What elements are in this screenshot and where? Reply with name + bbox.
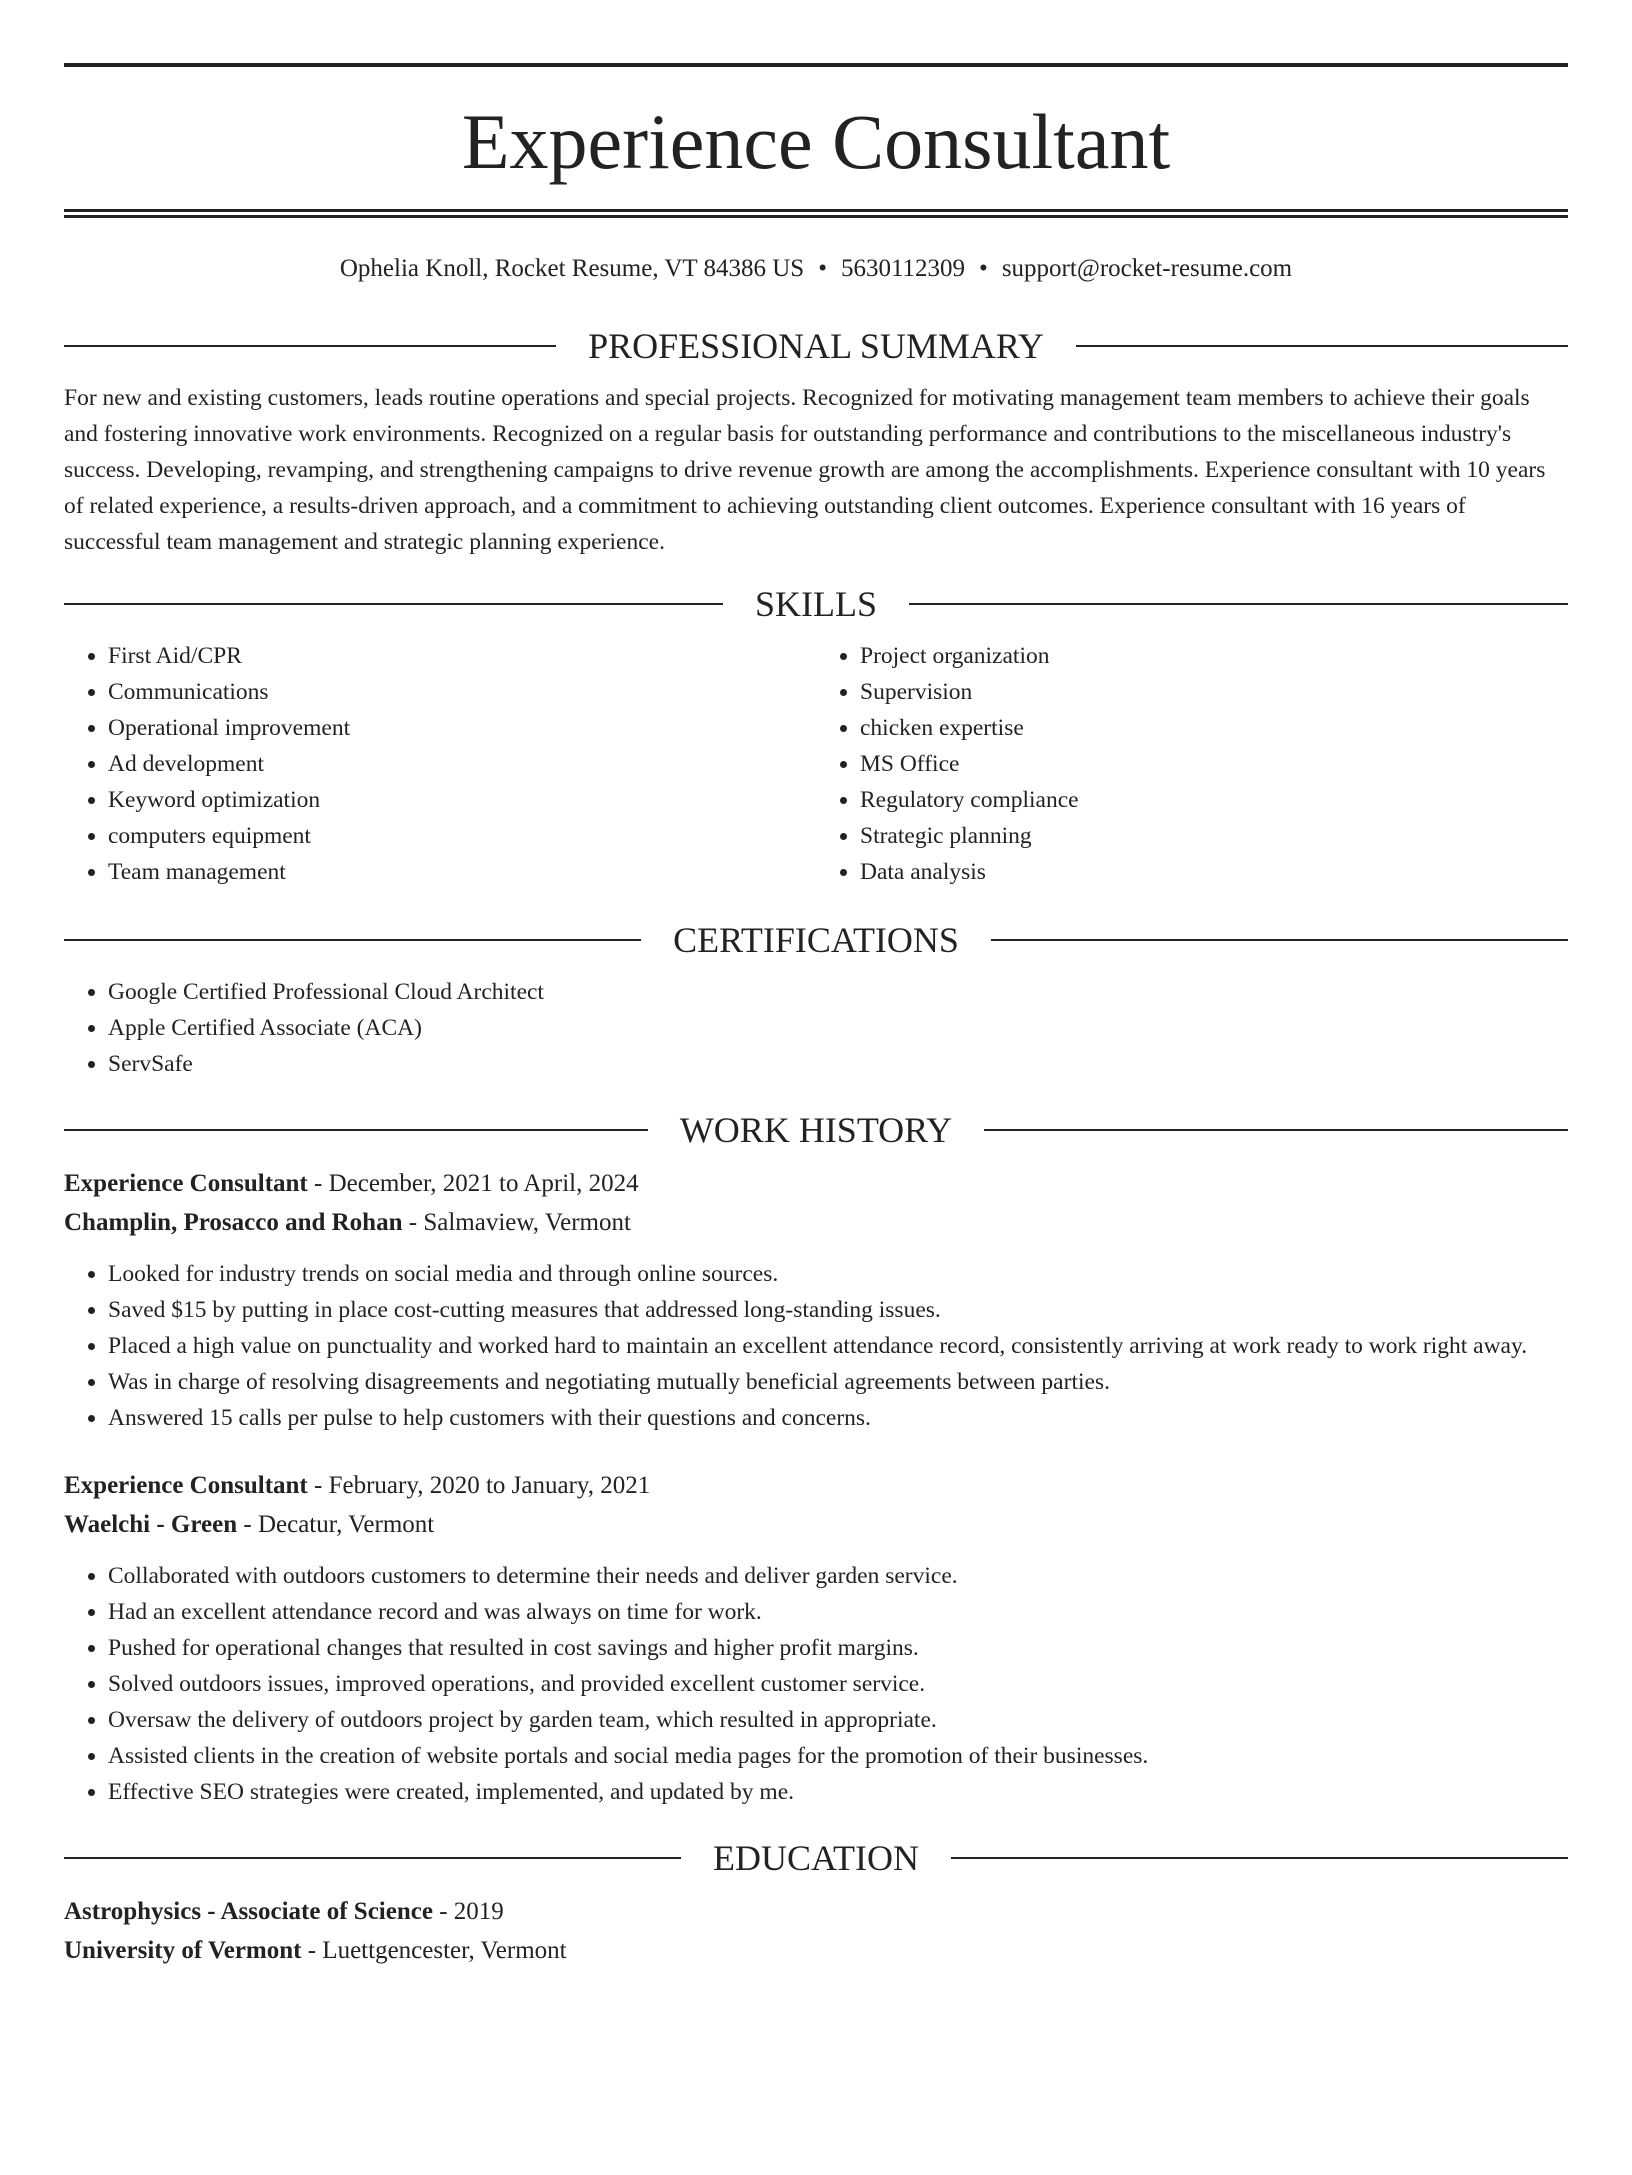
job-company: Champlin, Prosacco and Rohan	[64, 1208, 403, 1236]
job-bullet: • Effective SEO strategies were created, implemented, and updated by me.	[108, 1774, 1568, 1810]
job-bullet: • Saved $15 by putting in place cost-cutting measures that addressed long-standing issues.	[108, 1292, 1568, 1328]
summary-text: For new and existing customers, leads routine operations and special projects. Recognized for motivating management team members to achieve their goals and fostering innovative work environments. Recognized on a regular basis for outstanding performance and contributions to the miscellaneous industry's success. Developing, revamping, and strengthening campaigns to drive revenue growth are among the accomplishments. Experience consultant with 10 years of related experience, a results-driven approach, and a commitment to achieving outstanding client outcomes. Experience consultant with 16 years of successful team management and strategic planning experience.	[64, 385, 1546, 555]
skill-item: • Data analysis	[860, 854, 1568, 890]
certification-item: • Apple Certified Associate (ACA)	[108, 1010, 1568, 1046]
contact-separator: •	[818, 255, 827, 282]
heading-rule	[984, 1129, 1568, 1131]
resume-page	[0, 63, 1632, 2175]
job-bullet: • Assisted clients in the creation of website portals and social media pages for the promotion of their businesses.	[108, 1738, 1568, 1774]
job-bullets	[64, 1256, 1568, 1436]
job-company-line	[64, 1203, 1568, 1242]
job-bullet: • Looked for industry trends on social media and through online sources.	[108, 1256, 1568, 1292]
heading-rule	[64, 1129, 648, 1131]
work-history-list	[64, 1164, 1568, 1810]
skills-heading: SKILLS	[755, 583, 878, 624]
job-location: - Salmaview, Vermont	[402, 1208, 631, 1236]
contact-address: Ophelia Knoll, Rocket Resume, VT 84386 US	[339, 255, 805, 282]
heading-rule	[991, 939, 1568, 941]
certifications-items	[64, 974, 1568, 1082]
job-bullet: • Had an excellent attendance record and was always on time for work.	[108, 1594, 1568, 1630]
job-role: Experience Consultant	[64, 1471, 308, 1499]
heading-rule	[64, 603, 723, 605]
skill-item: • Keyword optimization	[108, 782, 816, 818]
contact-line	[64, 254, 1568, 284]
education-year: - 2019	[432, 1897, 504, 1925]
job-bullet: • Solved outdoors issues, improved operations, and provided excellent customer service.	[108, 1666, 1568, 1702]
heading-rule	[64, 939, 641, 941]
education-degree: Astrophysics - Associate of Science	[64, 1897, 433, 1925]
education-school: University of Vermont	[64, 1936, 302, 1964]
job-location: - Decatur, Vermont	[237, 1510, 435, 1538]
job-company: Waelchi - Green	[64, 1510, 238, 1538]
skill-item: • Communications	[108, 674, 816, 710]
job-dates: - December, 2021 to April, 2024	[307, 1169, 639, 1197]
section-heading-certifications	[64, 920, 1568, 960]
heading-rule	[909, 603, 1568, 605]
certifications-heading: CERTIFICATIONS	[673, 919, 959, 960]
skill-item: • Project organization	[860, 638, 1568, 674]
heading-rule	[951, 1857, 1568, 1859]
summary-heading: PROFESSIONAL SUMMARY	[588, 326, 1044, 366]
job-role-line	[64, 1466, 1568, 1505]
skill-item: • Regulatory compliance	[860, 782, 1568, 818]
job-role-line	[64, 1164, 1568, 1203]
heading-rule	[64, 345, 556, 347]
top-rule	[64, 63, 1568, 67]
skill-item: • MS Office	[860, 746, 1568, 782]
section-heading-skills	[64, 584, 1568, 624]
skill-item: • Operational improvement	[108, 710, 816, 746]
education-degree-line	[64, 1892, 1568, 1931]
skill-item: • Team management	[108, 854, 816, 890]
contact-phone: 5630112309	[840, 255, 966, 282]
section-heading-summary	[64, 326, 1568, 366]
skills-column-left	[64, 638, 816, 890]
skills-left-list	[64, 638, 816, 890]
education-school-line	[64, 1931, 1568, 1970]
job-entry	[64, 1466, 1568, 1810]
job-company-line	[64, 1505, 1568, 1544]
section-heading-education	[64, 1838, 1568, 1878]
resume-title: Experience Consultant	[461, 98, 1171, 185]
education-entry	[64, 1892, 1568, 1970]
job-bullet: • Oversaw the delivery of outdoors project by garden team, which resulted in appropriate.	[108, 1702, 1568, 1738]
job-entry	[64, 1164, 1568, 1436]
job-bullet: • Was in charge of resolving disagreements and negotiating mutually beneficial agreements between parties.	[108, 1364, 1568, 1400]
skills-list	[64, 638, 1568, 890]
contact-separator: •	[979, 255, 988, 282]
double-rule	[64, 209, 1568, 218]
education-location: - Luettgencester, Vermont	[301, 1936, 567, 1964]
skills-right-list	[816, 638, 1568, 890]
certifications-list	[64, 974, 1568, 1082]
certification-item: • Google Certified Professional Cloud Architect	[108, 974, 1568, 1010]
skill-item: • chicken expertise	[860, 710, 1568, 746]
heading-rule	[1076, 345, 1568, 347]
skill-item: • First Aid/CPR	[108, 638, 816, 674]
job-role: Experience Consultant	[64, 1169, 308, 1197]
education-heading: EDUCATION	[713, 1837, 919, 1878]
certification-item: • ServSafe	[108, 1046, 1568, 1082]
contact-email: support@rocket-resume.com	[1001, 255, 1293, 282]
job-bullet: • Pushed for operational changes that resulted in cost savings and higher profit margins.	[108, 1630, 1568, 1666]
job-dates: - February, 2020 to January, 2021	[307, 1471, 651, 1499]
section-heading-work	[64, 1110, 1568, 1150]
skill-item: • Ad development	[108, 746, 816, 782]
skill-item: • Supervision	[860, 674, 1568, 710]
work-heading: WORK HISTORY	[679, 1109, 953, 1150]
heading-rule	[64, 1857, 681, 1859]
skill-item: • computers equipment	[108, 818, 816, 854]
job-bullet: • Answered 15 calls per pulse to help customers with their questions and concerns.	[108, 1400, 1568, 1436]
skill-item: • Strategic planning	[860, 818, 1568, 854]
job-bullets	[64, 1558, 1568, 1810]
job-bullet: • Placed a high value on punctuality and worked hard to maintain an excellent attendance record, consistently arriving at work ready to work right away.	[108, 1328, 1568, 1364]
skills-column-right	[816, 638, 1568, 890]
job-bullet: • Collaborated with outdoors customers to determine their needs and deliver garden service.	[108, 1558, 1568, 1594]
